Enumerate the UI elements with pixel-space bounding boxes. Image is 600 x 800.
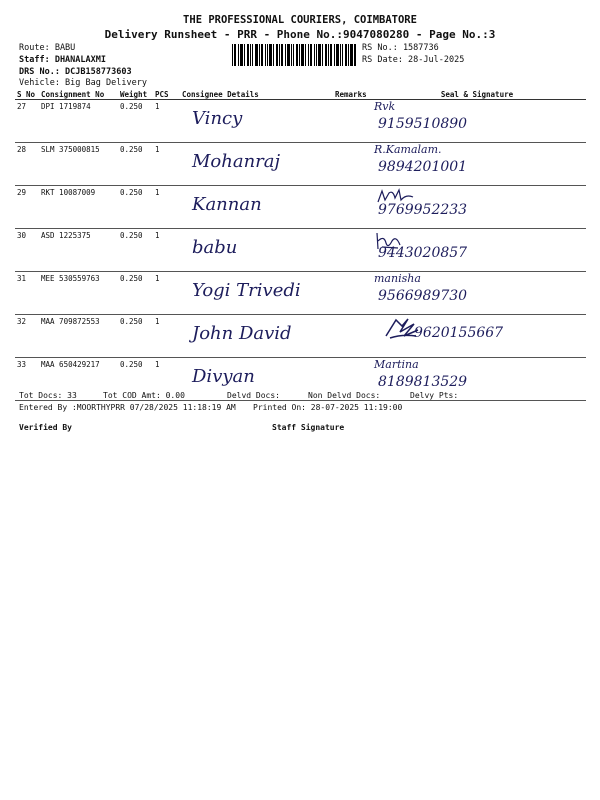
handwritten-consignee-name: Yogi Trivedi: [192, 280, 301, 301]
runsheet-subtitle: Delivery Runsheet - PRR - Phone No.:9047080280 - Page No.:3: [104, 28, 496, 41]
row-weight: 0.250: [118, 186, 153, 229]
handwritten-signature: Martina: [374, 358, 419, 371]
col-signature-header: Seal & Signature: [368, 89, 586, 100]
row-pcs: 1: [153, 186, 180, 229]
entered-by: Entered By :MOORTHYPRR 07/28/2025 11:18:19 AM: [19, 403, 236, 412]
row-signature-cell: [368, 229, 586, 272]
col-pcs-header: PCS: [153, 89, 180, 100]
row-sno: 33: [15, 358, 39, 401]
total-docs: Tot Docs: 33: [19, 391, 77, 400]
row-pcs: 1: [153, 272, 180, 315]
table-row: [15, 186, 586, 229]
table-row: [15, 272, 586, 315]
row-consignment-no: MAA 650429217: [39, 358, 118, 401]
staff-label: Staff: DHANALAXMI: [19, 55, 106, 65]
row-pcs: 1: [153, 358, 180, 401]
row-signature-cell: [368, 358, 586, 401]
handwritten-consignee-name: John David: [192, 323, 292, 344]
row-sno: 31: [15, 272, 39, 315]
row-sno: 32: [15, 315, 39, 358]
row-pcs: 1: [153, 100, 180, 143]
row-consignee-cell: [180, 100, 333, 143]
row-weight: 0.250: [118, 229, 153, 272]
table-header-row: [15, 89, 586, 100]
row-signature-cell: [368, 143, 586, 186]
company-title: THE PROFESSIONAL COURIERS, COIMBATORE: [183, 14, 417, 26]
handwritten-phone: 9894201001: [378, 159, 468, 175]
verified-by-label: Verified By: [19, 423, 72, 432]
row-consignment-no: MEE 530559763: [39, 272, 118, 315]
row-signature-cell: [368, 100, 586, 143]
row-remarks: [333, 143, 368, 186]
col-sno-header: S No: [15, 89, 39, 100]
rs-number: RS No.: 1587736: [362, 43, 439, 53]
handwritten-consignee-name: Vincy: [192, 108, 243, 129]
handwritten-consignee-name: babu: [192, 237, 238, 258]
handwritten-phone: 9443020857: [378, 245, 468, 261]
handwritten-signature: R.Kamalam.: [374, 143, 442, 156]
row-sno: 27: [15, 100, 39, 143]
table-row: [15, 358, 586, 401]
handwritten-phone: 9566989730: [378, 288, 468, 304]
handwritten-phone: 9159510890: [378, 116, 468, 132]
row-consignee-cell: [180, 229, 333, 272]
handwritten-phone: 8189813529: [378, 374, 468, 390]
table-row: [15, 315, 586, 358]
printed-on: Printed On: 28-07-2025 11:19:00: [253, 403, 403, 412]
total-cod-amount: Tot COD Amt: 0.00: [103, 391, 185, 400]
handwritten-phone: 9769952233: [378, 202, 468, 218]
drs-number: DRS No.: DCJB158773603: [19, 67, 132, 77]
row-pcs: 1: [153, 143, 180, 186]
row-signature-cell: [368, 272, 586, 315]
row-consignment-no: ASD 1225375: [39, 229, 118, 272]
non-delivered-docs: Non Delvd Docs:: [308, 391, 381, 400]
handwritten-phone: 9620155667: [414, 325, 504, 341]
row-consignee-cell: [180, 186, 333, 229]
row-weight: 0.250: [118, 272, 153, 315]
handwritten-signature: Rvk: [374, 100, 396, 113]
row-consignment-no: DPI 1719874: [39, 100, 118, 143]
row-consignment-no: SLM 375000815: [39, 143, 118, 186]
handwritten-consignee-name: Mohanraj: [192, 151, 281, 172]
row-consignment-no: MAA 709872553: [39, 315, 118, 358]
row-pcs: 1: [153, 229, 180, 272]
handwritten-signature: manisha: [374, 272, 421, 285]
rs-date: RS Date: 28-Jul-2025: [362, 55, 465, 65]
delivered-docs: Delvd Docs:: [227, 391, 280, 400]
row-pcs: 1: [153, 315, 180, 358]
row-weight: 0.250: [118, 358, 153, 401]
row-sno: 28: [15, 143, 39, 186]
table-row: [15, 100, 586, 143]
table-row: [15, 229, 586, 272]
row-signature-cell: [368, 315, 586, 358]
row-remarks: [333, 229, 368, 272]
handwritten-consignee-name: Kannan: [192, 194, 262, 215]
runsheet-table: [15, 89, 586, 401]
row-consignee-cell: [180, 272, 333, 315]
row-remarks: [333, 100, 368, 143]
table-row: [15, 143, 586, 186]
row-consignee-cell: [180, 143, 333, 186]
route-label: Route: BABU: [19, 43, 76, 53]
row-weight: 0.250: [118, 143, 153, 186]
handwritten-consignee-name: Divyan: [192, 366, 255, 387]
staff-signature-label: Staff Signature: [272, 423, 345, 432]
col-remarks-header: Remarks: [335, 89, 367, 99]
col-consignment-header: Consignment No: [39, 89, 118, 100]
col-consignee-header: Consignee Details: [180, 89, 333, 100]
row-weight: 0.250: [118, 315, 153, 358]
row-remarks: [333, 186, 368, 229]
barcode-image: [232, 44, 356, 66]
row-sno: 30: [15, 229, 39, 272]
vehicle-label: Vehicle: Big Bag Delivery: [19, 78, 147, 88]
row-remarks: [333, 315, 368, 358]
delivery-points: Delvy Pts:: [410, 391, 459, 400]
row-remarks: [333, 272, 368, 315]
row-consignee-cell: [180, 315, 333, 358]
row-weight: 0.250: [118, 100, 153, 143]
row-consignment-no: RKT 10087009: [39, 186, 118, 229]
row-signature-cell: [368, 186, 586, 229]
col-weight-header: Weight: [118, 89, 153, 100]
row-sno: 29: [15, 186, 39, 229]
